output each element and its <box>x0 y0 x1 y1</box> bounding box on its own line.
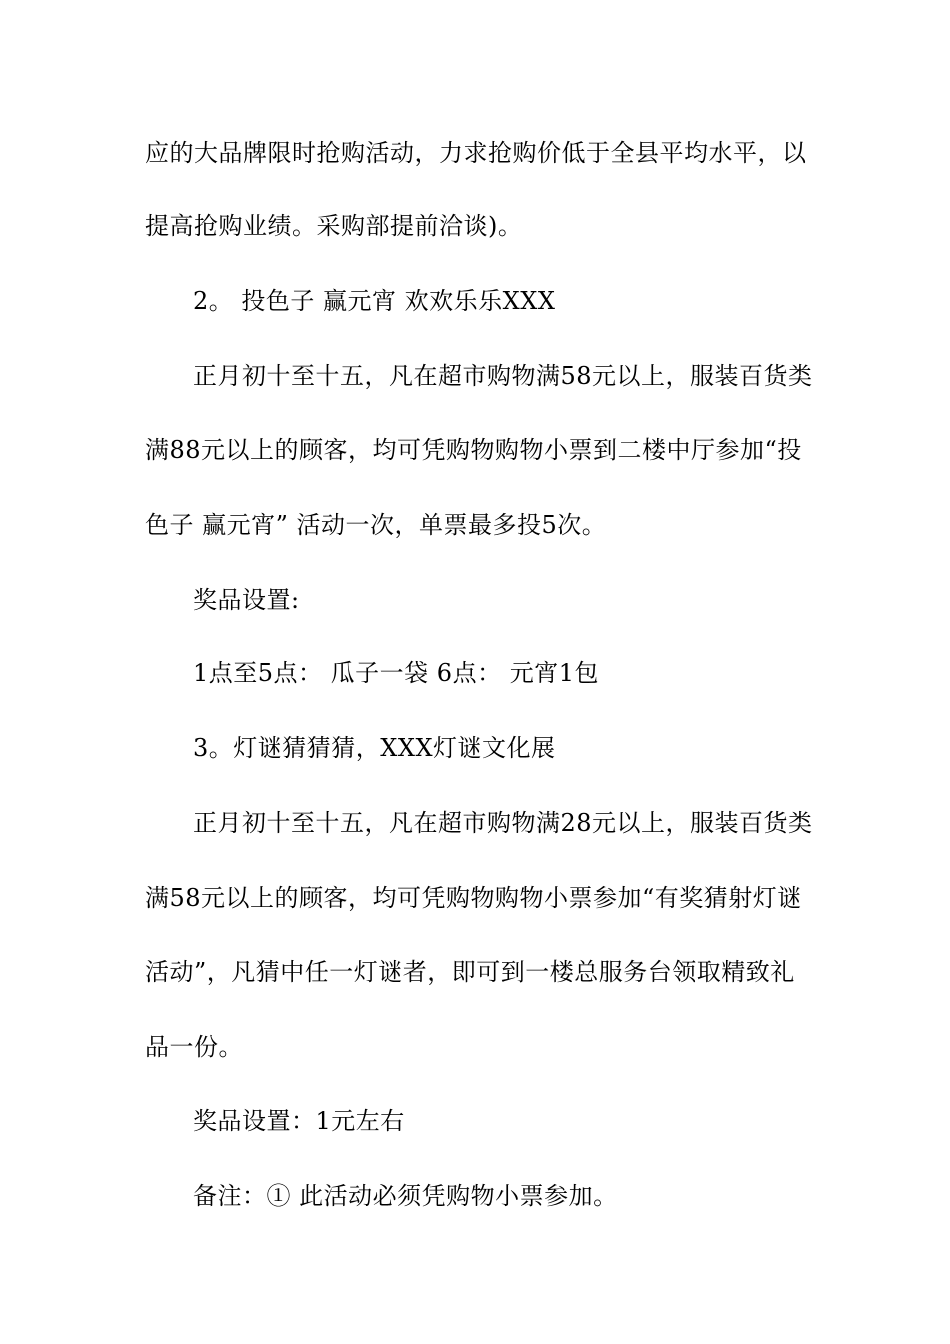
section-heading: 2。 投色子 赢元宵 欢欢乐乐XXX <box>193 287 556 315</box>
paragraph-line: 应的大品牌限时抢购活动，力求抢购价低于全县平均水平，以 <box>145 139 807 167</box>
paragraph-line: 满88元以上的顾客，均可凭购物购物小票到二楼中厅参加“投 <box>145 436 802 464</box>
paragraph-line: 满58元以上的顾客，均可凭购物购物小票参加“有奖猜射灯谜 <box>145 884 802 912</box>
paragraph-line: 活动”，凡猜中任一灯谜者，即可到一楼总服务台领取精致礼 <box>145 958 795 986</box>
paragraph-line: 色子 赢元宵” 活动一次，单票最多投5次。 <box>145 511 607 539</box>
note-line: 备注：① 此活动必须凭购物小票参加。 <box>193 1182 618 1210</box>
section-heading: 3。灯谜猜猜猜，XXX灯谜文化展 <box>193 734 556 762</box>
paragraph-line: 正月初十至十五，凡在超市购物满28元以上，服装百货类 <box>193 809 813 837</box>
paragraph-line: 提高抢购业绩。采购部提前洽谈)。 <box>145 212 523 240</box>
prize-label: 奖品设置：1元左右 <box>193 1107 405 1135</box>
prize-label: 奖品设置: <box>193 586 300 614</box>
paragraph-line: 品一份。 <box>145 1033 243 1061</box>
paragraph-line: 正月初十至十五，凡在超市购物满58元以上，服装百货类 <box>193 362 813 390</box>
prize-detail: 1点至5点： 瓜子一袋 6点： 元宵1包 <box>193 659 599 687</box>
